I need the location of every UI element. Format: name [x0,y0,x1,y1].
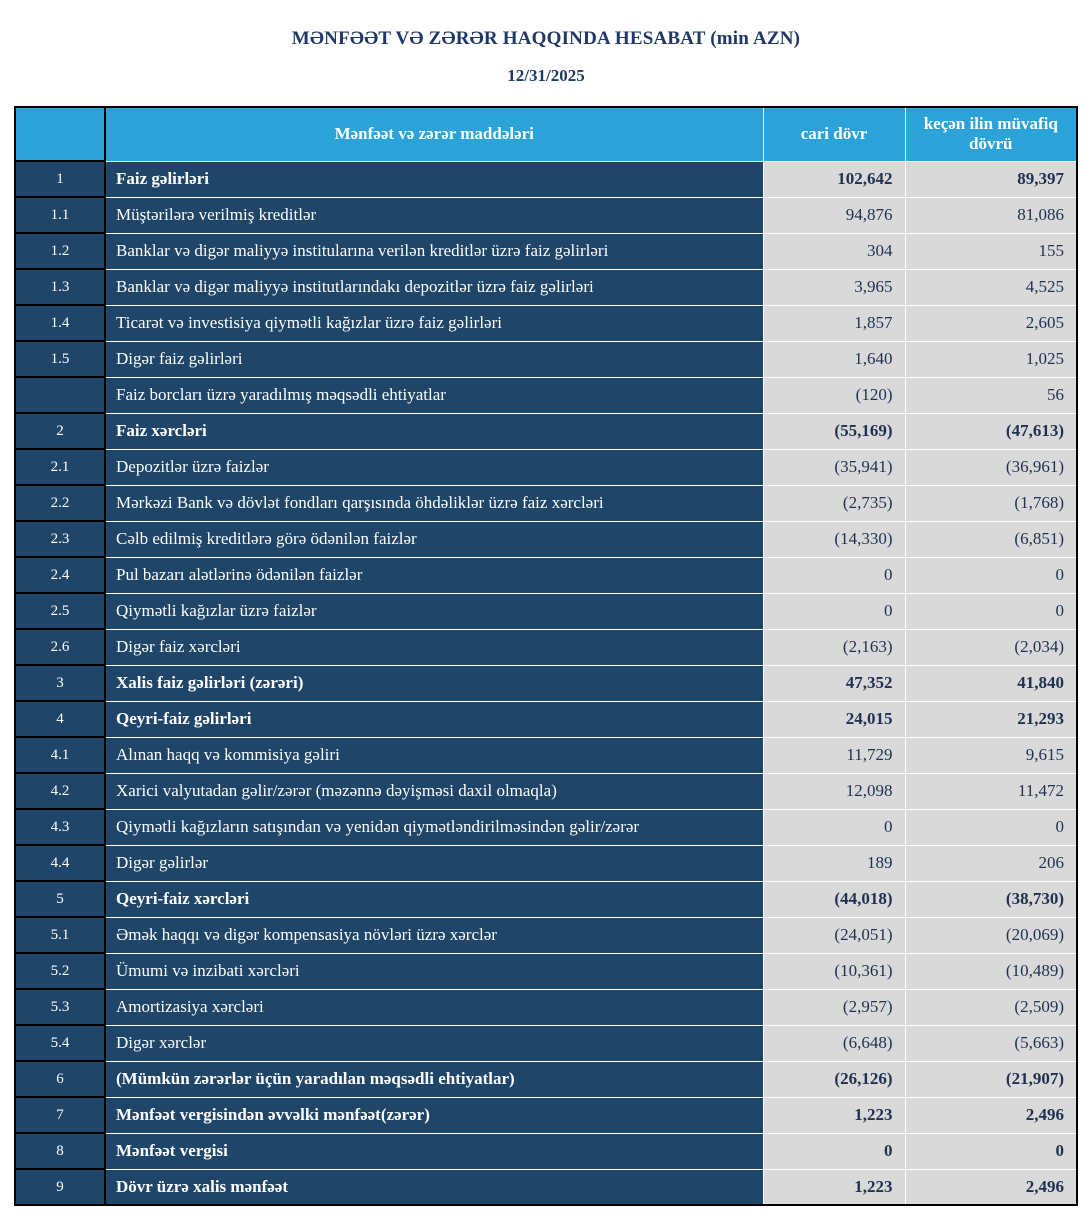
row-current-value: 189 [763,845,905,881]
row-current-value: (24,051) [763,917,905,953]
row-previous-value: (20,069) [905,917,1077,953]
row-previous-value: 1,025 [905,341,1077,377]
table-row [15,989,1077,1025]
row-number: 7 [15,1097,105,1133]
row-item: Ümumi və inzibati xərcləri [105,953,763,989]
table-row [15,1025,1077,1061]
row-previous-value: (10,489) [905,953,1077,989]
table-row [15,1133,1077,1169]
row-previous-value: (2,034) [905,629,1077,665]
table-row [15,1061,1077,1097]
header-number [15,107,105,161]
table-row [15,881,1077,917]
row-item: Ticarət və investisiya qiymətli kağızlar üzrə faiz gəlirləri [105,305,763,341]
row-current-value: 24,015 [763,701,905,737]
table-row [15,737,1077,773]
table-row [15,377,1077,413]
table-header [15,107,1077,161]
row-item: Cəlb edilmiş kreditlərə görə ödənilən faizlər [105,521,763,557]
row-current-value: (35,941) [763,449,905,485]
table-row [15,161,1077,197]
row-previous-value: (36,961) [905,449,1077,485]
row-item: Mənfəət vergisindən əvvəlki mənfəət(zərər) [105,1097,763,1133]
row-item: Depozitlər üzrə faizlər [105,449,763,485]
header-previous-period: keçən ilin müvafiq dövrü [905,107,1077,161]
row-number: 8 [15,1133,105,1169]
row-number: 2.5 [15,593,105,629]
row-item: Dövr üzrə xalis mənfəət [105,1169,763,1205]
row-previous-value: 9,615 [905,737,1077,773]
row-current-value: 3,965 [763,269,905,305]
row-number: 6 [15,1061,105,1097]
row-previous-value: 2,605 [905,305,1077,341]
row-previous-value: (38,730) [905,881,1077,917]
table-row [15,1169,1077,1205]
table-row [15,449,1077,485]
row-number [15,377,105,413]
row-current-value: (120) [763,377,905,413]
table-row [15,809,1077,845]
row-item: Qeyri-faiz gəlirləri [105,701,763,737]
row-current-value: (26,126) [763,1061,905,1097]
report-date: 12/31/2025 [507,66,585,85]
row-item: Mənfəət vergisi [105,1133,763,1169]
row-previous-value: 4,525 [905,269,1077,305]
report-title: MƏNFƏƏT VƏ ZƏRƏR HAQQINDA HESABAT (min AZN) [291,28,801,49]
table-row [15,1097,1077,1133]
row-current-value: (2,957) [763,989,905,1025]
row-previous-value: (21,907) [905,1061,1077,1097]
row-item: Qiymətli kağızlar üzrə faizlər [105,593,763,629]
table-row [15,629,1077,665]
row-number: 2.1 [15,449,105,485]
row-number: 2.3 [15,521,105,557]
row-current-value: 0 [763,593,905,629]
row-item: Faiz xərcləri [105,413,763,449]
row-previous-value: 0 [905,1133,1077,1169]
row-previous-value: (47,613) [905,413,1077,449]
row-number: 2.4 [15,557,105,593]
row-number: 1.3 [15,269,105,305]
row-item: Mərkəzi Bank və dövlət fondları qarşısında öhdəliklər üzrə faiz xərcləri [105,485,763,521]
row-item: Digər xərclər [105,1025,763,1061]
row-number: 1.4 [15,305,105,341]
row-number: 4.3 [15,809,105,845]
table-row [15,845,1077,881]
table-row [15,485,1077,521]
header-item: Mənfəət və zərər maddələri [105,107,763,161]
row-number: 5.4 [15,1025,105,1061]
row-previous-value: (5,663) [905,1025,1077,1061]
row-item: Qeyri-faiz xərcləri [105,881,763,917]
row-current-value: 94,876 [763,197,905,233]
row-previous-value: (6,851) [905,521,1077,557]
row-previous-value: (1,768) [905,485,1077,521]
row-current-value: 12,098 [763,773,905,809]
row-number: 2.6 [15,629,105,665]
row-item: Pul bazarı alətlərinə ödənilən faizlər [105,557,763,593]
table-row [15,305,1077,341]
row-current-value: 0 [763,557,905,593]
table-row [15,953,1077,989]
row-item: Banklar və digər maliyyə institularına verilən kreditlər üzrə faiz gəlirləri [105,233,763,269]
row-item: Digər gəlirlər [105,845,763,881]
row-number: 5.1 [15,917,105,953]
row-current-value: (2,163) [763,629,905,665]
table-row [15,197,1077,233]
row-current-value: (10,361) [763,953,905,989]
row-number: 1.2 [15,233,105,269]
table-row [15,233,1077,269]
row-previous-value: 155 [905,233,1077,269]
row-current-value: (14,330) [763,521,905,557]
table-row [15,521,1077,557]
row-number: 1.5 [15,341,105,377]
row-previous-value: 2,496 [905,1169,1077,1205]
table-row [15,557,1077,593]
row-previous-value: 81,086 [905,197,1077,233]
row-item: Digər faiz xərcləri [105,629,763,665]
row-previous-value: 0 [905,557,1077,593]
row-current-value: 0 [763,809,905,845]
row-current-value: 0 [763,1133,905,1169]
row-number: 3 [15,665,105,701]
table-row [15,665,1077,701]
row-previous-value: 89,397 [905,161,1077,197]
row-current-value: (2,735) [763,485,905,521]
row-item: Müştərilərə verilmiş kreditlər [105,197,763,233]
table-row [15,269,1077,305]
row-number: 9 [15,1169,105,1205]
row-current-value: 47,352 [763,665,905,701]
row-item: Faiz gəlirləri [105,161,763,197]
profit-loss-table [14,106,1078,1206]
row-current-value: 1,640 [763,341,905,377]
row-item: (Mümkün zərərlər üçün yaradılan məqsədli ehtiyatlar) [105,1061,763,1097]
row-previous-value: 0 [905,809,1077,845]
row-current-value: 11,729 [763,737,905,773]
row-item: Xarici valyutadan gəlir/zərər (məzənnə dəyişməsi daxil olmaqla) [105,773,763,809]
row-item: Amortizasiya xərcləri [105,989,763,1025]
row-item: Əmək haqqı və digər kompensasiya növləri üzrə xərclər [105,917,763,953]
row-number: 2.2 [15,485,105,521]
row-item: Alınan haqq və kommisiya gəliri [105,737,763,773]
row-item: Faiz borcları üzrə yaradılmış məqsədli ehtiyatlar [105,377,763,413]
row-previous-value: (2,509) [905,989,1077,1025]
row-previous-value: 11,472 [905,773,1077,809]
report-table-body [15,161,1077,1205]
table-row [15,773,1077,809]
row-previous-value: 0 [905,593,1077,629]
row-current-value: (44,018) [763,881,905,917]
row-previous-value: 21,293 [905,701,1077,737]
row-number: 4.2 [15,773,105,809]
row-number: 5.2 [15,953,105,989]
row-number: 5.3 [15,989,105,1025]
row-previous-value: 206 [905,845,1077,881]
row-current-value: 102,642 [763,161,905,197]
row-number: 4 [15,701,105,737]
table-row [15,413,1077,449]
row-number: 1 [15,161,105,197]
row-item: Digər faiz gəlirləri [105,341,763,377]
table-row [15,593,1077,629]
row-item: Qiymətli kağızların satışından və yenidən qiymətləndirilməsindən gəlir/zərər [105,809,763,845]
row-number: 2 [15,413,105,449]
row-current-value: (6,648) [763,1025,905,1061]
row-number: 5 [15,881,105,917]
header-current-period: cari dövr [763,107,905,161]
row-current-value: 1,223 [763,1097,905,1133]
table-row [15,701,1077,737]
row-item: Banklar və digər maliyyə institutlarındakı depozitlər üzrə faiz gəlirləri [105,269,763,305]
row-item: Xalis faiz gəlirləri (zərəri) [105,665,763,701]
row-number: 4.4 [15,845,105,881]
row-current-value: 1,857 [763,305,905,341]
row-current-value: 304 [763,233,905,269]
row-number: 4.1 [15,737,105,773]
row-previous-value: 56 [905,377,1077,413]
table-row [15,341,1077,377]
row-current-value: (55,169) [763,413,905,449]
table-row [15,917,1077,953]
row-current-value: 1,223 [763,1169,905,1205]
row-number: 1.1 [15,197,105,233]
row-previous-value: 2,496 [905,1097,1077,1133]
row-previous-value: 41,840 [905,665,1077,701]
